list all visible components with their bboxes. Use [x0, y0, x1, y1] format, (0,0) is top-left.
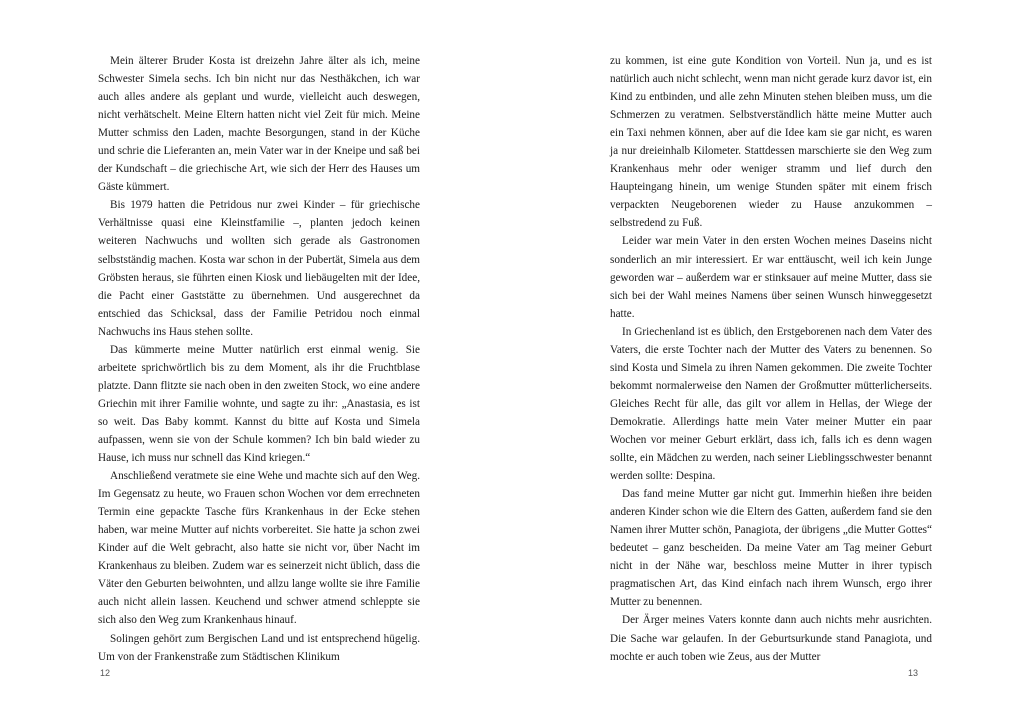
page-number-left: 12 [100, 668, 111, 678]
paragraph: Solingen gehört zum Bergischen Land und ist entsprechend hügelig. Um von der Frankenstraße zum Städtischen Klinikum [98, 632, 420, 663]
paragraph: zu kommen, ist eine gute Kondition von Vorteil. Nun ja, und es ist natürlich auch nicht schlecht, wenn man nicht gerade kurz davor ist, ein Kind zu entbinden, und alle zehn Minuten stehen bleiben muss, um die Schmerzen zu veratmen. Selbstverständlich hätte meine Mutter auch ein Taxi nehmen können, aber auf die Idee kam sie gar nicht, es waren ja nur dreieinhalb Kilometer. Stattdessen marschierte sie den Weg zum Krankenhaus mehr oder weniger stramm und lief durch den Haupteingang hinein, um wenige Stunden später mit einem frisch verpackten Neugeborenen wieder zu Hause anzukommen – selbstredend zu Fuß. [610, 55, 932, 230]
right-page [510, 0, 1020, 721]
paragraph: Mein älterer Bruder Kosta ist dreizehn Jahre älter als ich, meine Schwester Simela sechs. Ich bin nicht nur das Nesthäkchen, ich war auch alles andere als geplant und wurde, vielleicht auch deswegen, nicht verhätschelt. Meine Eltern hatten nicht viel Zeit für mich. Meine Mutter schmiss den Laden, machte Besorgungen, stand in der Küche und schrie die Lieferanten an, mein Vater war in der Kneipe und saß bei der Kundschaft – die griechische Art, wie sich der Herr des Hauses um Gäste kümmert. [98, 55, 420, 194]
paragraph: Bis 1979 hatten die Petridous nur zwei Kinder – für griechische Verhältnisse quasi eine Kleinstfamilie –, planten jedoch keinen weiteren Nachwuchs und wollten sich gerade als Gastronomen selbstständig machen. Kosta war schon in der Pubertät, Simela aus dem Gröbsten heraus, sie führten einen Kiosk und liebäugelten mit der Idee, die Pacht einer Gaststätte zu übernehmen. Und ausgerechnet da entschied das Schicksal, dass der Familie Petridou noch einmal Nachwuchs ins Haus stehen sollte. [98, 199, 420, 338]
paragraph: Das kümmerte meine Mutter natürlich erst einmal wenig. Sie arbeitete sprichwörtlich bis zu dem Moment, als ihr die Fruchtblase platzte. Dann flitzte sie nach oben in den zweiten Stock, wo eine andere Griechin mit ihrer Familie wohnte, und sagte zu ihr: „Anastasia, es ist so weit. Das Baby kommt. Kannst du bitte auf Kosta und Simela aufpassen, wenn sie von der Schule kommen? Ich bin bald wieder zu Hause, ich muss nur schnell das Kind kriegen.“ [98, 343, 420, 465]
left-page-body [98, 52, 420, 666]
paragraph: Leider war mein Vater in den ersten Wochen meines Daseins nicht sonderlich an mir interessiert. Er war enttäuscht, weil ich kein Junge geworden war – außerdem war er stinksauer auf meine Mutter, dass sie sich bei der Wahl meines Namens über seinen Wunsch hinweggesetzt hatte. [610, 235, 932, 320]
paragraph: In Griechenland ist es üblich, den Erstgeborenen nach dem Vater des Vaters, die erste Tochter nach der Mutter des Vaters zu benennen. So sind Kosta und Simela zu ihren Namen gekommen. Die zweite Tochter bekommt normalerweise den Namen der Großmutter mütterlicherseits. Gleiches Recht für alle, das gilt vor allem in Hellas, der Wiege der Demokratie. Allerdings hatte mein Vater meiner Mutter ein paar Wochen vor meiner Geburt erklärt, dass ich, falls ich es denn wagen sollte, ein Mädchen zu werden, nach seiner Lieblingsschwester benannt werden sollte: Despina. [610, 325, 932, 483]
paragraph: Das fand meine Mutter gar nicht gut. Immerhin hießen ihre beiden anderen Kinder schon wie die Eltern des Gatten, außerdem fand sie den Namen ihrer Mutter schön, Panagiota, der übrigens „die Mutter Gottes“ bedeutet – ganz bescheiden. Da meine Vater am Tag meiner Geburt nicht in der Nähe war, beschloss meine Mutter in ihrer typisch pragmatischen Art, das Kind einfach nach ihrem Wunsch, ergo ihrer Mutter zu benennen. [610, 488, 932, 609]
paragraph: Der Ärger meines Vaters konnte dann auch nichts mehr ausrichten. Die Sache war gelaufen. In der Geburtsurkunde stand Panagiota, und mochte er auch toben wie Zeus, aus der Mutter [610, 614, 932, 663]
paragraph: Anschließend veratmete sie eine Wehe und machte sich auf den Weg. Im Gegensatz zu heute, wo Frauen schon Wochen vor dem errechneten Termin eine gepackte Tasche fürs Krankenhaus in der Ecke stehen haben, war meine Mutter auf nichts vorbereitet. Sie hatte ja schon zwei Kinder auf die Welt gebracht, also hatte sie nicht vor, über Nacht im Krankenhaus zu bleiben. Zudem war es seinerzeit nicht üblich, dass die Väter den Geburten beiwohnten, und allzu lange wollte sie ihre Familie auch nicht allein lassen. Keuchend und schwer atmend schleppte sie sich also den Weg zum Krankenhaus hinauf. [98, 470, 420, 627]
right-page-body [610, 52, 932, 666]
page-number-right: 13 [908, 668, 919, 678]
